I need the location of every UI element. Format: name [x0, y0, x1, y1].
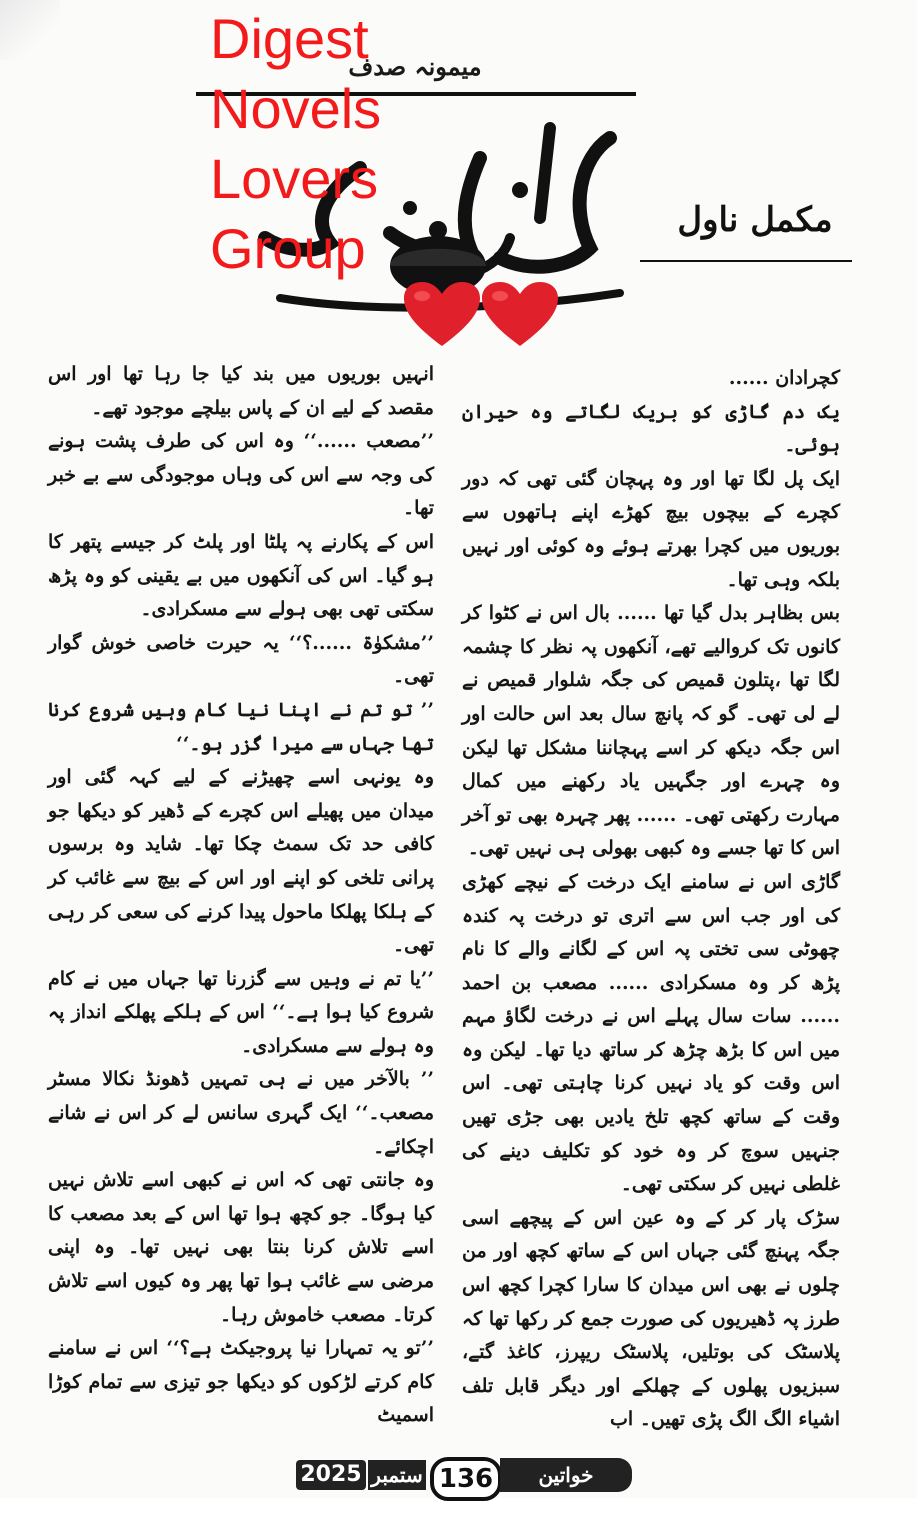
watermark-line: Group	[210, 217, 366, 280]
paragraph: وہ جانتی تھی کہ اس نے کبھی اسے تلاش نہیں کیا ہوگا۔ جو کچھ ہوا تھا اس کے بعد مصعب کا اسے تلاش کرنا بنتا بھی نہیں تھا۔ وہ اپنی مرضی سے غائب ہوا تھا پھر وہ کیوں اسے تلاش کرتا۔ مصعب خاموش رہا۔	[48, 1169, 434, 1326]
author-name: میمونہ صدف	[348, 52, 482, 81]
heart-icon	[404, 282, 480, 346]
paragraph: ’’ بالآخر میں نے ہی تمہیں ڈھونڈ نکالا مسٹر مصعب۔‘‘ ایک گہری سانس لے کر اس نے شانے اچکائے۔	[48, 1068, 434, 1158]
watermark-line: Digest	[210, 7, 369, 70]
issue-year: 2025	[296, 1460, 366, 1490]
paragraph: یک دم گاڑی کو بریک لگاتے وہ حیران ہوئی۔	[462, 400, 840, 457]
right-text-column	[462, 362, 840, 1437]
watermark-line: Novels	[210, 77, 382, 140]
paragraph: وہ یونہی اسے چھیڑنے کے لیے کہہ گئی اور میدان میں پھیلے اس کچرے کے ڈھیر کو دیکھا جو کافی حد تک سمٹ چکا تھا۔ شاید وہ برسوں پرانی تلخی کو اپنے اور اس کے بیچ سے غائب کر کے ہلکا پھلکا ماحول پیدا کرنے کی سعی کر رہی تھی۔	[48, 766, 434, 957]
paragraph: انہیں بوریوں میں بند کیا جا رہا تھا اور اس مقصد کے لیے ان کے پاس بیلچے موجود تھے۔	[48, 363, 434, 419]
section-heading: کچرادان ......	[728, 367, 840, 389]
hearts-emoji	[402, 280, 562, 350]
paragraph: ’’ تو تم نے اپنا نیا کام وہیں شروع کرنا تھا جہاں سے میرا گزر ہو۔‘‘	[48, 698, 434, 755]
group-watermark	[210, 4, 440, 284]
scan-edge	[0, 0, 60, 60]
heart-icon	[482, 282, 558, 346]
page-number: 136	[430, 1457, 502, 1501]
novel-category-label: مکمل ناول	[677, 200, 833, 240]
paragraph: اس کے پکارنے پہ پلٹا اور پلٹ کر جیسے پتھر کا ہو گیا۔ اس کی آنکھوں میں بے یقینی کو وہ پڑھ سکتی تھی بھی ہولے سے مسکرادی۔	[48, 530, 434, 621]
paragraph: ایک پل لگا تھا اور وہ پہچان گئی تھی کہ دور کچرے کے بیچوں بیچ کھڑے اپنے ہاتھوں سے بوریوں میں کچرا بھرتے ہوئے وہ کوئی اور نہیں بلکہ وہی تھا۔	[462, 467, 840, 591]
paragraph: ’’مشکوٰۃ ......؟‘‘ یہ حیرت خاصی خوش گوار تھی۔	[48, 631, 434, 688]
issue-month: ستمبر	[368, 1460, 426, 1490]
left-text-column	[48, 358, 434, 1433]
paragraph: ’’مصعب ......‘‘ وہ اس کی طرف پشت ہونے کی وجہ سے اس کی وہاں موجودگی سے بے خبر تھا۔	[48, 430, 434, 520]
magazine-name: خواتین ڈائجسٹ	[500, 1458, 632, 1492]
label-rule	[640, 260, 852, 262]
paragraph: ’’یا تم نے وہیں سے گزرنا تھا جہاں میں نے کام شروع کیا ہوا ہے۔‘‘ اس کے ہلکے پھلکے انداز پہ وہ ہولے سے مسکرادی۔	[48, 967, 434, 1057]
paragraph: سڑک پار کر کے وہ عین اس کے پیچھے اسی جگہ پہنچ گئی جہاں اس کے ساتھ کچھ اور من چلوں نے بھی اس میدان کا سارا کچرا کچھ اس طرز پہ ڈھیریوں کی صورت جمع کر رکھا تھا کہ پلاسٹک کی بوتلیں، پلاسٹک ریپرز، کاغذ گتے، سبزیوں پھلوں کے چھلکے اور دیگر قابل تلف اشیاء الگ الگ پڑی تھیں۔ اب	[462, 1206, 840, 1431]
paragraph: بس بظاہر بدل گیا تھا ...... بال اس نے کٹوا کر کانوں تک کروالیے تھے، آنکھوں پہ نظر کا چشمہ لگا تھا ،پتلون قمیص کی جگہ شلوار قمیص نے لے لی تھی۔ گو کہ پانچ سال بعد اس حالت اور اس جگہ دیکھ کر اسے پہچاننا مشکل تھا لیکن وہ چہرے اور جگہیں یاد رکھنے میں کمال مہارت رکھتی تھی۔ ...... پھر چہرہ بھی تو آخر اس کا تھا جسے وہ کبھی بھولی ہی نہیں تھی۔	[462, 602, 840, 860]
watermark-line: Lovers	[210, 147, 379, 210]
paragraph: گاڑی اس نے سامنے ایک درخت کے نیچے کھڑی کی اور جب اس سے اتری تو درخت پہ کندہ چھوٹی سی تختی پہ اس کے لگانے والے کا نام پڑھ کر وہ مسکرادی ...... مصعب بن احمد ...... سات سال پہلے اس نے درخت لگاؤ مہم میں اس کا بڑھ چڑھ کر ساتھ دیا تھا۔ لیکن وہ اس وقت کو یاد نہیں کرنا چاہتی تھی۔ اس وقت کے ساتھ کچھ تلخ یادیں بھی جڑی تھیں جنہیں سوچ کر وہ خود کو تکلیف دینے کی غلطی نہیں کر سکتی تھی۔	[462, 870, 840, 1196]
paragraph: ’’تو یہ تمہارا نیا پروجیکٹ ہے؟‘‘ اس نے سامنے کام کرتے لڑکوں کو دیکھا جو تیزی سے تمام کوڑا اسمیٹ	[48, 1337, 434, 1427]
